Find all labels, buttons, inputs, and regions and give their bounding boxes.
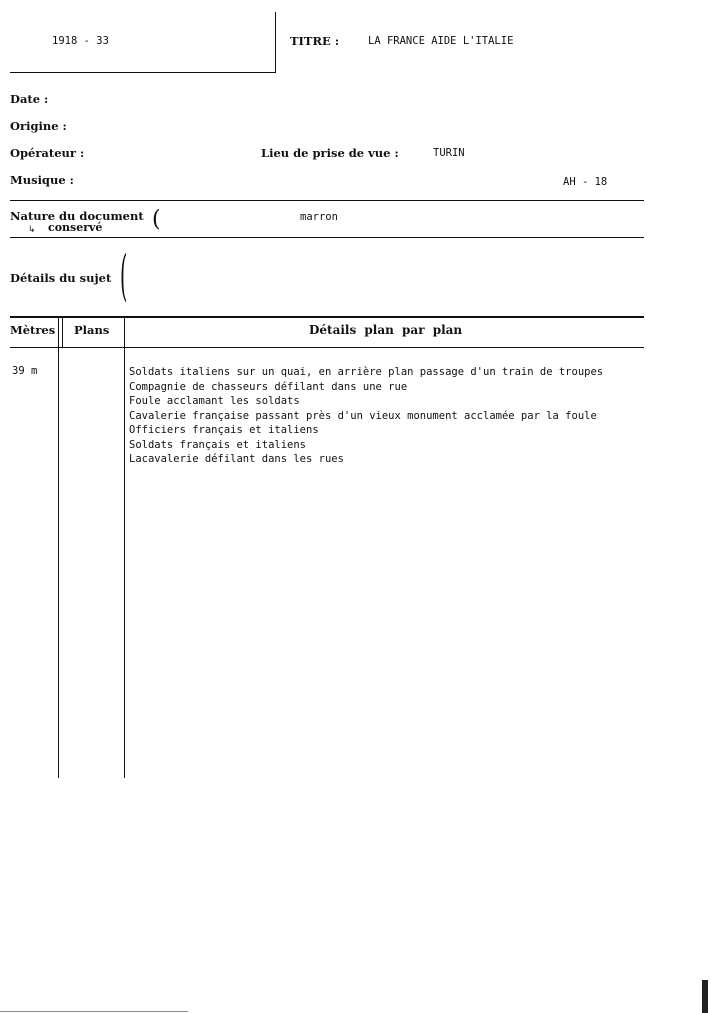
list-item: Officiers français et italiens: [129, 424, 319, 436]
origine-label: Origine :: [10, 119, 67, 133]
list-item: Cavalerie française passant près d'un vieux monument acclamée par la foule: [129, 409, 597, 422]
film-title: LA FRANCE AIDE L'ITALIE: [368, 35, 514, 47]
details-sujet-label: Détails du sujet: [10, 271, 112, 285]
col-divider-metres: [58, 318, 59, 778]
header-divider: [275, 12, 276, 73]
col-header-details: Détails plan par plan: [309, 323, 463, 337]
list-item: Soldats français et italiens: [129, 438, 307, 451]
scan-corner-mark: [702, 980, 708, 1013]
table-header-rule: [10, 347, 644, 348]
lieu-value: TURIN: [433, 147, 465, 159]
lieu-label: Lieu de prise de vue :: [261, 146, 399, 160]
col-divider-metres-double: [62, 318, 63, 348]
nature-label: Nature du document: [10, 209, 144, 223]
archive-code: AH - 18: [563, 176, 608, 188]
nature-brace-icon: (: [152, 207, 161, 232]
list-item: Compagnie de chasseurs défilant dans une rue: [129, 380, 408, 393]
table-top-rule: [10, 316, 644, 318]
nature-top-rule: [10, 200, 644, 201]
col-header-metres: Mètres: [10, 323, 56, 337]
nature-label-cont: conservé: [48, 221, 103, 234]
list-item: Lacavalerie défilant dans les rues: [129, 453, 344, 465]
list-item: Foule acclamant les soldats: [129, 395, 300, 407]
header-underline: [10, 72, 276, 73]
operateur-label: Opérateur :: [10, 146, 85, 160]
list-item: Soldats italiens sur un quai, en arrière plan passage d'un train de troupes: [129, 366, 604, 378]
title-label: TITRE :: [290, 34, 340, 48]
col-header-plans: Plans: [74, 323, 110, 337]
shot-list: [129, 365, 603, 467]
metres-value: 39 m: [12, 365, 38, 377]
sujet-brace-icon: (: [120, 244, 128, 307]
nature-bottom-rule: [10, 237, 644, 238]
document-reference: 1918 - 33: [52, 35, 109, 47]
musique-label: Musique :: [10, 173, 74, 187]
scan-edge-mark: [0, 1011, 188, 1012]
arrow-icon: ↳: [28, 224, 36, 234]
nature-value: marron: [300, 211, 338, 223]
col-divider-plans: [124, 318, 125, 778]
date-label: Date :: [10, 92, 49, 106]
